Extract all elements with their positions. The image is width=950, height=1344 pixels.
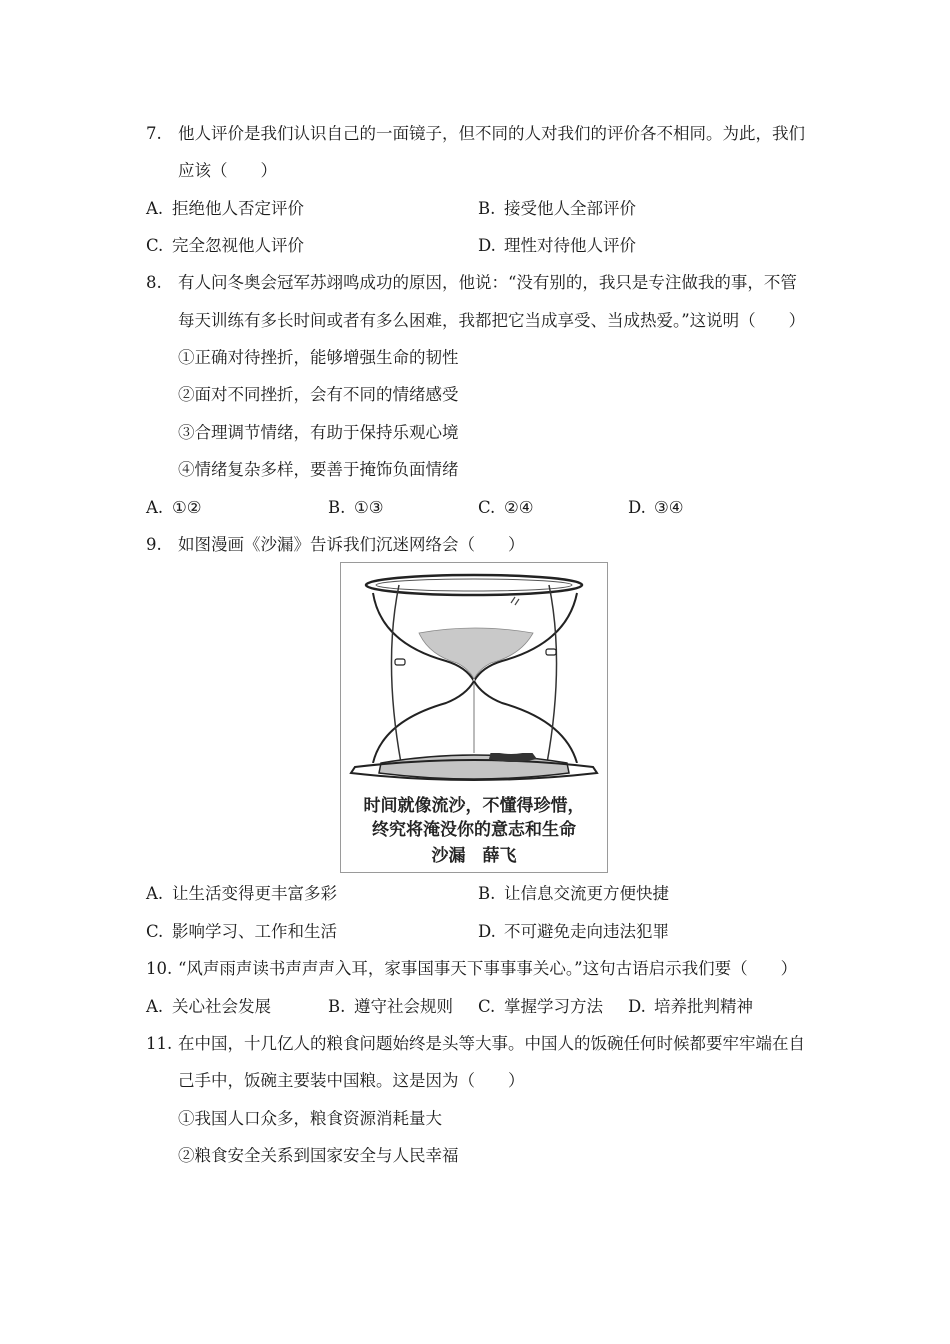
hourglass-comic	[340, 562, 608, 873]
option-c: C. 掌握学习方法	[478, 997, 603, 1016]
option-b: B. 接受他人全部评价	[478, 199, 636, 218]
statement-1: ①我国人口众多，粮食资源消耗量大	[178, 1109, 442, 1128]
option-b: B. 让信息交流更方便快捷	[478, 884, 669, 903]
question-stem: “风声雨声读书声声声入耳，家事国事天下事事事关心。”这句古语启示我们要（ ）	[178, 959, 798, 978]
question-stem: 如图漫画《沙漏》告诉我们沉迷网络会（ ）	[178, 535, 525, 554]
option-c: C. 影响学习、工作和生活	[146, 922, 337, 941]
option-c: C. ②④	[478, 498, 534, 517]
statement-4: ④情绪复杂多样，要善于掩饰负面情绪	[178, 460, 459, 479]
comic-caption-line-2: 终究将淹没你的意志和生命	[372, 820, 576, 840]
statement-3: ③合理调节情绪，有助于保持乐观心境	[178, 423, 459, 442]
option-a: A. 关心社会发展	[146, 997, 271, 1016]
statement-2: ②粮食安全关系到国家安全与人民幸福	[178, 1146, 459, 1165]
option-d: D. 理性对待他人评价	[478, 236, 636, 255]
option-d: D. 培养批判精神	[628, 997, 753, 1016]
option-b: B. ①③	[328, 498, 384, 517]
comic-title-author: 沙漏 薛飞	[431, 846, 517, 866]
hourglass-illustration	[341, 563, 607, 763]
question-number: 10.	[146, 959, 173, 978]
option-d: D. ③④	[628, 498, 684, 517]
comic-caption-line-1: 时间就像流沙，不懂得珍惜，	[363, 796, 585, 816]
question-number: 9.	[146, 535, 162, 554]
question-stem-continued: 每天训练有多长时间或者有多么困难，我都把它当成享受、当成热爱。”这说明（ ）	[178, 311, 806, 330]
question-number: 8.	[146, 273, 162, 292]
option-a: A. ①②	[146, 498, 202, 517]
question-stem: 在中国，十几亿人的粮食问题始终是头等大事。中国人的饭碗任何时候都要牢牢端在自	[178, 1034, 805, 1053]
question-number: 7.	[146, 124, 162, 143]
question-stem: 有人问冬奥会冠军苏翊鸣成功的原因，他说：“没有别的，我只是专注做我的事，不管	[178, 273, 797, 292]
question-stem-continued: 己手中，饭碗主要装中国粮。这是因为（ ）	[178, 1071, 525, 1090]
option-b: B. 遵守社会规则	[328, 997, 453, 1016]
question-number: 11.	[146, 1034, 173, 1053]
statement-2: ②面对不同挫折，会有不同的情绪感受	[178, 385, 459, 404]
option-d: D. 不可避免走向违法犯罪	[478, 922, 669, 941]
statement-1: ①正确对待挫折，能够增强生命的韧性	[178, 348, 459, 367]
option-c: C. 完全忽视他人评价	[146, 236, 304, 255]
question-stem-continued: 应该（ ）	[178, 161, 277, 180]
option-a: A. 让生活变得更丰富多彩	[146, 884, 337, 903]
option-a: A. 拒绝他人否定评价	[146, 199, 304, 218]
question-stem: 他人评价是我们认识自己的一面镜子，但不同的人对我们的评价各不相同。为此，我们	[178, 124, 805, 143]
